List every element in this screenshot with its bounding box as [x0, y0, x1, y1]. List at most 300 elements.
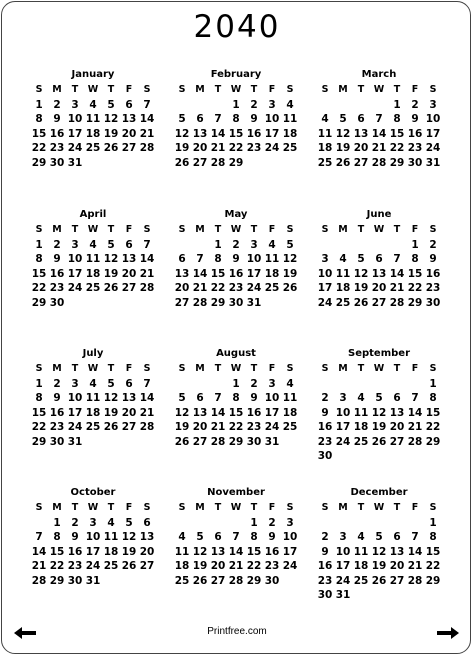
- day-cell: 5: [178, 113, 186, 125]
- weekday-label: S: [178, 502, 186, 513]
- month-name: September: [348, 348, 410, 359]
- day-cell: 18: [103, 545, 119, 558]
- day-cell: 11: [282, 113, 298, 125]
- day-cell: 7: [411, 531, 419, 543]
- day-cell: 1: [35, 98, 43, 111]
- day-cell: 30: [228, 296, 244, 309]
- weekday-label: S: [35, 84, 43, 95]
- day-cell: 6: [375, 253, 383, 265]
- empty-cell: [173, 516, 191, 531]
- day-cell: 5: [107, 238, 115, 251]
- day-cell: 24: [264, 421, 280, 433]
- day-cell: 6: [196, 113, 204, 125]
- day-cell: 27: [121, 142, 137, 154]
- day-cell: 8: [214, 253, 222, 265]
- day-cell: 1: [232, 377, 240, 390]
- day-cell: 8: [429, 392, 437, 404]
- day-cell: 9: [321, 406, 329, 419]
- day-cell: 22: [228, 142, 244, 154]
- day-cell: 3: [89, 516, 97, 529]
- day-cell: 28: [389, 296, 405, 309]
- day-cell: 17: [67, 127, 83, 140]
- day-cell: 24: [246, 282, 262, 294]
- day-cell: 28: [407, 574, 423, 587]
- weekday-label: F: [268, 363, 276, 374]
- day-cell: 11: [317, 127, 333, 140]
- weekday-label: T: [250, 84, 258, 95]
- day-cell: 13: [353, 127, 369, 140]
- weekday-label: T: [393, 224, 401, 235]
- day-cell: 29: [425, 435, 441, 448]
- day-cell: 19: [174, 421, 190, 433]
- day-cell: 31: [67, 156, 83, 169]
- weekday-label: M: [195, 224, 205, 235]
- weekday-label: S: [286, 224, 294, 235]
- day-cell: 2: [250, 377, 258, 390]
- day-cell: 1: [35, 238, 43, 251]
- day-cell: 24: [335, 574, 351, 587]
- weekday-label: M: [338, 84, 348, 95]
- day-cell: 25: [282, 142, 298, 154]
- day-cell: 8: [35, 113, 43, 125]
- day-cell: 24: [282, 560, 298, 572]
- day-cell: 15: [228, 127, 244, 140]
- empty-cell: [191, 98, 209, 113]
- day-cell: 14: [228, 545, 244, 558]
- day-cell: 11: [335, 267, 351, 280]
- weekday-label: T: [71, 84, 79, 95]
- day-cell: 21: [139, 267, 155, 280]
- empty-cell: [209, 377, 227, 392]
- weekday-label: W: [373, 363, 385, 374]
- day-cell: 7: [411, 392, 419, 404]
- day-cell: 17: [264, 406, 280, 419]
- day-cell: 18: [85, 406, 101, 419]
- weekday-label: T: [357, 502, 365, 513]
- day-cell: 14: [210, 127, 226, 140]
- day-cell: 6: [125, 377, 133, 390]
- day-cell: 31: [85, 574, 101, 587]
- day-cell: 16: [317, 560, 333, 572]
- day-cell: 23: [228, 282, 244, 294]
- day-cell: 18: [282, 127, 298, 140]
- arrow-left-icon[interactable]: [14, 627, 36, 639]
- day-cell: 15: [407, 267, 423, 280]
- day-cell: 9: [71, 531, 79, 543]
- day-cell: 27: [121, 282, 137, 294]
- day-cell: 12: [103, 113, 119, 125]
- day-cell: 26: [371, 574, 387, 587]
- day-cell: 10: [425, 113, 441, 125]
- empty-cell: [352, 238, 370, 253]
- day-cell: 29: [31, 156, 47, 169]
- day-cell: 25: [85, 421, 101, 433]
- day-cell: 6: [393, 392, 401, 404]
- footer-site-link[interactable]: Printfree.com: [207, 626, 267, 637]
- day-cell: 21: [192, 282, 208, 294]
- day-cell: 16: [407, 127, 423, 140]
- day-cell: 10: [282, 531, 298, 543]
- day-cell: 28: [139, 142, 155, 154]
- day-cell: 21: [31, 560, 47, 572]
- day-cell: 20: [192, 421, 208, 433]
- day-cell: 28: [371, 156, 387, 169]
- day-cell: 27: [192, 435, 208, 448]
- empty-cell: [406, 377, 424, 392]
- day-cell: 18: [353, 421, 369, 433]
- day-cell: 22: [31, 421, 47, 433]
- empty-cell: [352, 98, 370, 113]
- day-cell: 2: [53, 238, 61, 251]
- day-cell: 10: [264, 113, 280, 125]
- day-cell: 13: [389, 406, 405, 419]
- month-february: [173, 68, 299, 170]
- weekday-label: W: [230, 502, 242, 513]
- day-grid: [173, 83, 299, 170]
- day-cell: 14: [31, 545, 47, 558]
- weekday-label: T: [357, 84, 365, 95]
- day-cell: 28: [210, 435, 226, 448]
- month-name: March: [361, 69, 397, 80]
- day-cell: 21: [210, 421, 226, 433]
- day-cell: 24: [335, 435, 351, 448]
- day-cell: 1: [35, 377, 43, 390]
- month-name: October: [70, 487, 116, 498]
- weekday-label: T: [71, 224, 79, 235]
- month-october: [30, 486, 156, 588]
- day-cell: 26: [282, 282, 298, 294]
- day-cell: 23: [49, 421, 65, 433]
- day-cell: 15: [246, 545, 262, 558]
- day-cell: 8: [250, 531, 258, 543]
- day-cell: 3: [71, 238, 79, 251]
- day-cell: 9: [250, 392, 258, 404]
- day-cell: 23: [49, 142, 65, 154]
- day-cell: 19: [103, 406, 119, 419]
- day-cell: 13: [192, 127, 208, 140]
- empty-cell: [352, 377, 370, 392]
- day-cell: 21: [407, 560, 423, 572]
- day-cell: 12: [371, 545, 387, 558]
- day-cell: 18: [353, 560, 369, 572]
- weekday-label: F: [125, 224, 133, 235]
- day-cell: 15: [425, 406, 441, 419]
- day-cell: 5: [286, 238, 294, 251]
- weekday-label: W: [87, 224, 99, 235]
- day-cell: 8: [53, 531, 61, 543]
- day-cell: 24: [67, 142, 83, 154]
- day-grid: [316, 223, 442, 310]
- day-cell: 15: [31, 127, 47, 140]
- day-grid: [30, 501, 156, 588]
- weekday-label: T: [71, 363, 79, 374]
- weekday-label: S: [178, 84, 186, 95]
- day-cell: 4: [286, 377, 294, 390]
- day-cell: 5: [357, 253, 365, 265]
- day-cell: 4: [268, 238, 276, 251]
- day-cell: 8: [232, 392, 240, 404]
- day-cell: 25: [85, 282, 101, 294]
- day-cell: 12: [121, 531, 137, 543]
- day-cell: 14: [407, 406, 423, 419]
- day-cell: 20: [139, 545, 155, 558]
- day-cell: 21: [407, 421, 423, 433]
- day-cell: 27: [371, 296, 387, 309]
- day-cell: 23: [317, 574, 333, 587]
- day-cell: 4: [357, 531, 365, 543]
- day-cell: 7: [143, 238, 151, 251]
- day-cell: 21: [228, 560, 244, 572]
- empty-cell: [191, 377, 209, 392]
- weekday-label: T: [214, 224, 222, 235]
- weekday-label: F: [125, 84, 133, 95]
- day-cell: 1: [429, 516, 437, 529]
- day-cell: 12: [371, 406, 387, 419]
- day-cell: 12: [192, 545, 208, 558]
- day-cell: 18: [174, 560, 190, 572]
- empty-cell: [30, 516, 48, 531]
- day-cell: 26: [103, 282, 119, 294]
- day-grid: [316, 362, 442, 464]
- day-cell: 18: [85, 127, 101, 140]
- day-cell: 6: [178, 253, 186, 265]
- day-cell: 13: [192, 406, 208, 419]
- day-cell: 24: [264, 142, 280, 154]
- weekday-label: W: [87, 84, 99, 95]
- day-cell: 9: [250, 113, 258, 125]
- day-grid: [30, 223, 156, 310]
- day-cell: 4: [286, 98, 294, 111]
- month-june: [316, 208, 442, 310]
- day-cell: 23: [246, 142, 262, 154]
- weekday-label: S: [429, 84, 437, 95]
- month-name: April: [79, 209, 107, 220]
- day-cell: 20: [192, 142, 208, 154]
- weekday-label: S: [321, 84, 329, 95]
- day-cell: 6: [143, 516, 151, 529]
- month-march: [316, 68, 442, 170]
- month-name: August: [216, 348, 256, 359]
- weekday-label: T: [214, 84, 222, 95]
- day-grid: [30, 362, 156, 449]
- day-cell: 14: [210, 406, 226, 419]
- day-cell: 21: [139, 127, 155, 140]
- weekday-label: S: [35, 224, 43, 235]
- day-cell: 14: [192, 267, 208, 280]
- day-cell: 16: [49, 127, 65, 140]
- day-cell: 2: [321, 531, 329, 543]
- day-cell: 18: [282, 406, 298, 419]
- day-cell: 19: [282, 267, 298, 280]
- day-cell: 23: [425, 282, 441, 294]
- day-cell: 7: [196, 253, 204, 265]
- day-cell: 29: [210, 296, 226, 309]
- day-cell: 27: [389, 435, 405, 448]
- day-cell: 10: [335, 545, 351, 558]
- day-cell: 14: [407, 545, 423, 558]
- day-cell: 28: [210, 156, 226, 169]
- day-cell: 9: [268, 531, 276, 543]
- month-april: [30, 208, 156, 310]
- day-cell: 17: [85, 545, 101, 558]
- weekday-label: W: [373, 84, 385, 95]
- day-cell: 30: [246, 435, 262, 448]
- day-cell: 3: [71, 98, 79, 111]
- empty-cell: [316, 516, 334, 531]
- day-cell: 26: [192, 574, 208, 587]
- day-cell: 6: [196, 392, 204, 404]
- empty-cell: [209, 98, 227, 113]
- day-cell: 8: [35, 253, 43, 265]
- weekday-label: T: [71, 502, 79, 513]
- day-cell: 1: [250, 516, 258, 529]
- month-january: [30, 68, 156, 170]
- empty-cell: [370, 377, 388, 392]
- day-cell: 5: [178, 392, 186, 404]
- day-cell: 13: [121, 392, 137, 404]
- day-cell: 17: [425, 127, 441, 140]
- arrow-right-icon[interactable]: [437, 627, 459, 639]
- day-cell: 21: [371, 142, 387, 154]
- day-cell: 13: [174, 267, 190, 280]
- day-cell: 29: [389, 156, 405, 169]
- day-cell: 25: [174, 574, 190, 587]
- weekday-label: T: [107, 363, 115, 374]
- day-cell: 4: [357, 392, 365, 404]
- day-cell: 6: [214, 531, 222, 543]
- day-cell: 14: [139, 253, 155, 265]
- day-cell: 27: [174, 296, 190, 309]
- day-cell: 31: [425, 156, 441, 169]
- weekday-label: W: [87, 363, 99, 374]
- day-cell: 22: [425, 421, 441, 433]
- empty-cell: [334, 98, 352, 113]
- day-cell: 10: [317, 267, 333, 280]
- day-cell: 18: [335, 282, 351, 294]
- day-grid: [173, 223, 299, 310]
- day-cell: 5: [107, 98, 115, 111]
- day-cell: 23: [246, 421, 262, 433]
- day-cell: 9: [232, 253, 240, 265]
- day-cell: 31: [264, 435, 280, 448]
- weekday-label: M: [52, 224, 62, 235]
- day-cell: 15: [210, 267, 226, 280]
- day-cell: 27: [139, 560, 155, 572]
- day-cell: 11: [353, 545, 369, 558]
- empty-cell: [370, 516, 388, 531]
- month-name: June: [366, 209, 392, 220]
- day-cell: 8: [35, 392, 43, 404]
- weekday-label: M: [195, 363, 205, 374]
- weekday-label: T: [214, 502, 222, 513]
- empty-cell: [406, 516, 424, 531]
- empty-cell: [191, 238, 209, 253]
- day-cell: 7: [214, 392, 222, 404]
- day-cell: 5: [339, 113, 347, 125]
- day-cell: 9: [429, 253, 437, 265]
- day-cell: 16: [49, 267, 65, 280]
- day-cell: 20: [121, 406, 137, 419]
- day-cell: 22: [210, 282, 226, 294]
- weekday-label: S: [286, 84, 294, 95]
- day-cell: 5: [375, 392, 383, 404]
- weekday-label: W: [87, 502, 99, 513]
- day-cell: 24: [425, 142, 441, 154]
- day-cell: 9: [411, 113, 419, 125]
- day-cell: 11: [85, 253, 101, 265]
- day-cell: 5: [107, 377, 115, 390]
- day-cell: 8: [232, 113, 240, 125]
- day-cell: 12: [353, 267, 369, 280]
- day-cell: 12: [103, 253, 119, 265]
- day-cell: 7: [375, 113, 383, 125]
- day-cell: 10: [67, 392, 83, 404]
- day-cell: 29: [49, 574, 65, 587]
- day-grid: [30, 83, 156, 170]
- day-cell: 5: [125, 516, 133, 529]
- weekday-label: T: [393, 84, 401, 95]
- day-cell: 4: [89, 98, 97, 111]
- day-cell: 22: [31, 142, 47, 154]
- day-cell: 7: [393, 253, 401, 265]
- weekday-label: F: [411, 363, 419, 374]
- weekday-label: M: [52, 84, 62, 95]
- day-cell: 30: [317, 450, 333, 462]
- day-cell: 6: [357, 113, 365, 125]
- weekday-label: M: [52, 502, 62, 513]
- day-cell: 7: [143, 98, 151, 111]
- day-cell: 30: [49, 156, 65, 169]
- empty-cell: [388, 377, 406, 392]
- day-cell: 19: [371, 421, 387, 433]
- day-cell: 25: [103, 560, 119, 572]
- day-cell: 7: [214, 113, 222, 125]
- day-cell: 12: [103, 392, 119, 404]
- weekday-label: F: [411, 224, 419, 235]
- day-cell: 16: [228, 267, 244, 280]
- day-cell: 2: [250, 98, 258, 111]
- empty-cell: [334, 377, 352, 392]
- day-cell: 10: [246, 253, 262, 265]
- day-cell: 10: [67, 253, 83, 265]
- weekday-label: T: [250, 502, 258, 513]
- day-cell: 15: [425, 545, 441, 558]
- day-cell: 20: [121, 267, 137, 280]
- day-cell: 25: [282, 421, 298, 433]
- weekday-label: W: [230, 224, 242, 235]
- empty-cell: [370, 238, 388, 253]
- day-cell: 11: [353, 406, 369, 419]
- weekday-label: M: [338, 502, 348, 513]
- weekday-label: M: [195, 84, 205, 95]
- day-cell: 30: [49, 296, 65, 309]
- day-grid: [316, 83, 442, 170]
- day-cell: 3: [429, 98, 437, 111]
- day-cell: 13: [121, 253, 137, 265]
- weekday-label: T: [107, 502, 115, 513]
- weekday-label: F: [125, 363, 133, 374]
- day-cell: 4: [107, 516, 115, 529]
- day-cell: 2: [232, 238, 240, 251]
- day-cell: 27: [353, 156, 369, 169]
- weekday-label: S: [429, 224, 437, 235]
- day-cell: 13: [210, 545, 226, 558]
- month-name: July: [82, 348, 104, 359]
- day-cell: 3: [321, 253, 329, 265]
- day-cell: 19: [121, 545, 137, 558]
- weekday-label: M: [338, 363, 348, 374]
- day-cell: 29: [31, 296, 47, 309]
